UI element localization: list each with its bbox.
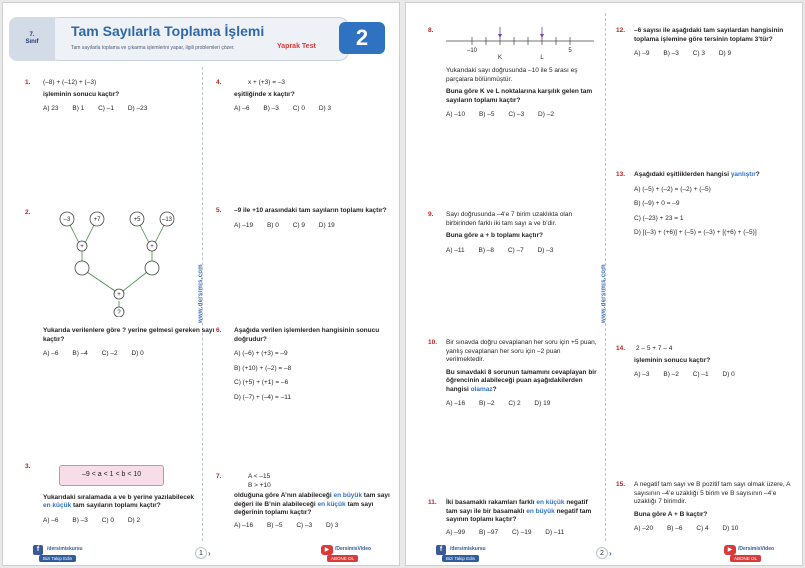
option-b[interactable]: B) –3 [263, 105, 279, 112]
question-stem: işleminin sonucu kaçtır? [634, 356, 711, 364]
answer-options [634, 186, 800, 238]
point-k-label: K [497, 55, 503, 61]
option-a[interactable]: A) –16 [446, 400, 466, 407]
option-b[interactable]: B) –5 [266, 521, 283, 529]
youtube-subscribe[interactable] [724, 545, 794, 563]
option-d[interactable]: D) [(–3) + (+6)] + (–5) = (–3) + [(+6) + (–5)] [634, 229, 757, 236]
youtube-handle: /DersimisVideo [335, 546, 372, 552]
highlight-en-buyuk: en büyük [526, 507, 555, 515]
answer-options [634, 50, 796, 59]
tree-node-2: +7 [93, 217, 101, 223]
option-c[interactable]: C) –19 [511, 528, 532, 536]
question-expression: x + (+3) = –3 [248, 79, 286, 86]
question-6 [216, 327, 392, 402]
question-text: Yukarıdaki sayı doğrusunda –10 ile 5 arası eş parçalara bölünmüştür. [446, 67, 578, 83]
option-a[interactable]: A) –3 [634, 371, 650, 378]
option-c[interactable]: C) 2 [508, 400, 521, 407]
option-b[interactable]: B) –2 [663, 371, 679, 378]
answer-options [446, 529, 600, 538]
option-b[interactable]: B) –97 [478, 528, 499, 536]
option-c[interactable]: C) 3 [692, 50, 705, 57]
question-number: 8. [428, 27, 434, 34]
page-1 [2, 2, 400, 566]
option-d[interactable]: D) 10 [722, 525, 739, 532]
option-c[interactable]: C) –3 [508, 111, 525, 118]
answer-options [634, 525, 796, 534]
subscribe-tag: ABONE OL [730, 555, 761, 562]
tree-node-3: +5 [133, 217, 141, 223]
option-c[interactable]: C) –7 [507, 246, 524, 254]
option-c[interactable]: C) 0 [101, 516, 114, 524]
question-number: 1. [25, 79, 31, 86]
page-2 [405, 2, 803, 566]
plus-node-left: + [80, 244, 84, 250]
answer-options [43, 350, 215, 359]
option-c[interactable]: C) 9 [292, 221, 305, 229]
inequality-box: –9 < a < 1 < b < 10 [59, 465, 164, 486]
addition-tree-diagram [43, 209, 193, 317]
question-stem: Yukarıdaki sıralamada a ve b yerine yazılabilecek en küçük tam sayıların toplamı kaçtır? [43, 493, 195, 509]
worksheet-header [9, 17, 395, 61]
number-line-diagram [446, 27, 596, 63]
question-stem: olduğuna göre A’nın alabileceği en büyük tam sayı değeri ile B’nin alabileceği en küçük tam sayı değerinin toplamı kaçtır? [234, 492, 390, 516]
condition-a: A < –15 [248, 473, 271, 480]
option-b[interactable]: B) –4 [72, 350, 88, 357]
question-12 [616, 27, 796, 59]
option-d[interactable]: D) –3 [537, 246, 554, 254]
question-number: 13. [616, 171, 626, 178]
highlight-yanlistir: yanlıştır [730, 171, 756, 178]
option-c[interactable]: C) 4 [696, 525, 709, 532]
question-13 [616, 171, 800, 238]
question-stem: Bu sınavdaki 8 sorunun tamamını cevaplayan bir öğrencinin alabileceği puan aşağıdakilerden hangisi olamaz? [446, 368, 597, 393]
grade-label: Sınıf [25, 39, 39, 45]
option-b[interactable]: B) (–9) + 0 = –9 [634, 200, 680, 207]
question-expression: (–8) + (–12) + (–3) [43, 79, 97, 86]
question-stem: Aşağıda verilen işlemlerden hangisinin sonucu doğrudur? [234, 327, 380, 343]
option-b[interactable]: B) –5 [478, 111, 495, 118]
youtube-icon: ▶ [724, 545, 736, 555]
question-stem: Buna göre A + B kaçtır? [634, 510, 708, 518]
question-8 [428, 27, 600, 120]
question-3 [25, 463, 197, 525]
option-b[interactable]: B) –3 [72, 516, 88, 524]
option-a[interactable]: A) 23 [43, 105, 59, 112]
question-stem: Yukarıda verilenlere göre ? yerine gelmesi gereken sayı kaçtır? [43, 327, 215, 343]
question-stem: eşitliğinde x kaçtır? [234, 90, 295, 98]
question-text: Sayı doğrusunda –4’e 7 birim uzaklıkta olan birbirinden farklı iki tam sayı a ve b’dir. [446, 211, 573, 227]
option-b[interactable]: B) (+10) + (–2) = –8 [234, 364, 292, 372]
plus-node-bottom: + [117, 292, 121, 298]
facebook-icon: f [33, 545, 43, 555]
question-stem: işleminin sonucu kaçtır? [43, 90, 120, 98]
tree-node-1: –3 [63, 217, 71, 223]
option-a[interactable]: A) –10 [446, 111, 466, 118]
answer-options [446, 247, 600, 256]
option-b[interactable]: B) 1 [72, 105, 85, 112]
answer-options [634, 371, 796, 380]
question-number: 7. [216, 473, 222, 480]
option-b[interactable]: B) –2 [478, 400, 495, 407]
option-a[interactable]: A) –99 [446, 528, 466, 536]
youtube-icon: ▶ [321, 545, 333, 555]
option-d[interactable]: D) 3 [326, 521, 339, 529]
option-b[interactable]: B) –3 [663, 50, 679, 57]
grade-number: 7. [29, 32, 35, 38]
test-number-badge: 2 [339, 22, 385, 54]
question-stem: Aşağıdaki eşitliklerden hangisi yanlıştır? [634, 171, 760, 178]
option-d[interactable]: D) 2 [127, 516, 141, 524]
question-5 [216, 207, 392, 230]
chevron-right-icon: › [208, 549, 211, 558]
option-a[interactable]: A) –6 [234, 105, 250, 112]
question-number: 6. [216, 327, 222, 334]
question-number: 5. [216, 207, 222, 214]
option-c[interactable]: C) (+5) + (+1) = –6 [234, 379, 289, 386]
grade-badge [9, 17, 55, 61]
question-text: A negatif tam sayı ve B pozitif tam sayı olmak üzere, A sayısının –4’e uzaklığı 5 birim ve B sayısının –4’e uzaklığı 7 birimdir. [634, 481, 791, 505]
answer-options [234, 105, 391, 114]
question-number: 3. [25, 463, 31, 470]
question-11 [428, 499, 600, 537]
site-watermark: www.dersimis.com [601, 264, 607, 323]
question-10 [428, 339, 600, 409]
highlight-en-kucuk: en küçük [43, 502, 72, 509]
option-d[interactable]: D) –2 [538, 111, 554, 118]
answer-options [446, 400, 600, 409]
option-c[interactable]: C) –1 [692, 371, 709, 378]
option-d[interactable]: D) –23 [127, 105, 148, 112]
option-a[interactable]: A) (–5) + (–2) = (–2) + (–5) [634, 185, 711, 193]
title-band [49, 17, 349, 61]
number-line-left-label: –10 [466, 48, 478, 54]
option-a[interactable]: A) –6 [43, 350, 59, 357]
condition-b: B > +10 [248, 481, 271, 489]
option-a[interactable]: A) –9 [634, 50, 650, 57]
question-stem: –6 sayısı ile aşağıdaki tam sayılardan hangisinin toplama işlemine göre tersinin toplamı 3’tür? [634, 27, 784, 43]
youtube-handle: /DersimisVideo [738, 546, 775, 552]
follow-tag: Bizi Takip Edin [39, 555, 76, 562]
answer-options [43, 517, 197, 526]
option-d[interactable]: D) 19 [318, 221, 335, 229]
option-d[interactable]: D) 19 [534, 400, 551, 407]
facebook-follow[interactable] [33, 545, 103, 563]
question-number: 9. [428, 211, 434, 218]
question-number: 12. [616, 27, 626, 34]
page-number: 2 [596, 547, 608, 559]
number-line-right-label: 5 [568, 48, 572, 54]
subscribe-tag: ABONE OL [327, 555, 358, 562]
answer-options [446, 111, 600, 120]
highlight-en-kucuk: en küçük [317, 500, 346, 508]
tree-node-4: –13 [161, 217, 173, 223]
question-number: 15. [616, 481, 626, 488]
question-number: 2. [25, 209, 31, 216]
question-number: 14. [616, 345, 626, 352]
question-number: 4. [216, 79, 222, 86]
point-l-label: L [540, 55, 544, 61]
highlight-en-buyuk: en büyük [333, 492, 362, 499]
highlight-en-kucuk: en küçük [536, 499, 565, 506]
option-b[interactable]: B) –6 [666, 525, 683, 532]
option-a[interactable]: A) –20 [634, 525, 654, 532]
option-a[interactable]: A) –19 [234, 221, 254, 229]
question-14 [616, 345, 796, 380]
option-d[interactable]: D) –11 [545, 528, 565, 536]
follow-tag: Bizi Takip Edin [442, 555, 479, 562]
question-1 [25, 79, 195, 114]
page-subtitle: Tam sayılarla toplama ve çıkarma işlemlerini yapar, ilgili problemleri çözer. [71, 45, 235, 51]
chevron-right-icon: › [609, 549, 612, 558]
option-c[interactable]: C) 0 [292, 105, 305, 112]
page-title: Tam Sayılarla Toplama İşlemi [71, 23, 265, 39]
question-stem: İki basamaklı rakamları farklı en küçük negatif tam sayı ile bir basamaklı en büyük negatif tam sayının toplamı kaçtır? [446, 499, 592, 523]
option-b[interactable]: B) –8 [478, 246, 495, 254]
question-stem: Buna göre K ve L noktalarına karşılık gelen tam sayıların toplamı kaçtır? [446, 88, 593, 104]
option-c[interactable]: C) –2 [101, 350, 118, 357]
question-4 [216, 79, 391, 114]
option-c[interactable]: C) –1 [98, 105, 114, 112]
option-d[interactable]: D) 9 [718, 50, 732, 57]
page-number: 1 [195, 547, 207, 559]
question-7 [216, 473, 392, 530]
plus-node-right: + [150, 244, 154, 250]
question-expression: 2 – 5 + 7 – 4 [636, 345, 673, 352]
answer-options [43, 105, 195, 114]
option-d[interactable]: D) 0 [722, 371, 735, 378]
option-d[interactable]: D) 0 [131, 350, 144, 357]
question-9 [428, 211, 600, 255]
facebook-handle: /dersimiskursu [47, 546, 83, 552]
sheet-label: Yaprak Test [277, 43, 316, 50]
facebook-handle: /dersimiskursu [450, 546, 486, 552]
site-watermark: www.dersimis.com [198, 264, 204, 323]
option-a[interactable]: A) (–6) + (+3) = –9 [234, 350, 288, 357]
option-c[interactable]: C) (–23) + 23 = 1 [634, 214, 684, 222]
option-c[interactable]: C) –3 [296, 521, 313, 529]
question-stem: Buna göre a + b toplamı kaçtır? [446, 232, 543, 239]
unknown-node: ? [117, 310, 121, 316]
question-number: 10. [428, 339, 438, 346]
facebook-follow[interactable] [436, 545, 506, 563]
question-stem: –9 ile +10 arasındaki tam sayıların toplamı kaçtır? [234, 207, 387, 214]
option-d[interactable]: D) 3 [318, 105, 332, 112]
question-text: Bir sınavda doğru cevaplanan her soru için +5 puan, yanlış cevaplanan her soru için –2 puan verilmektedir. [446, 339, 597, 363]
answer-options [234, 350, 392, 402]
question-number: 11. [428, 499, 437, 506]
option-b[interactable]: B) 0 [266, 221, 279, 229]
answer-options [234, 222, 392, 231]
option-a[interactable]: A) –6 [43, 516, 59, 524]
facebook-icon: f [436, 545, 446, 555]
question-15 [616, 481, 796, 534]
answer-options [234, 522, 392, 531]
youtube-subscribe[interactable] [321, 545, 391, 563]
option-a[interactable]: A) –16 [234, 521, 254, 529]
highlight-olamaz: olamaz [470, 385, 493, 393]
option-d[interactable]: D) (–7) + (–4) = –11 [234, 393, 291, 401]
option-a[interactable]: A) –11 [446, 246, 465, 254]
